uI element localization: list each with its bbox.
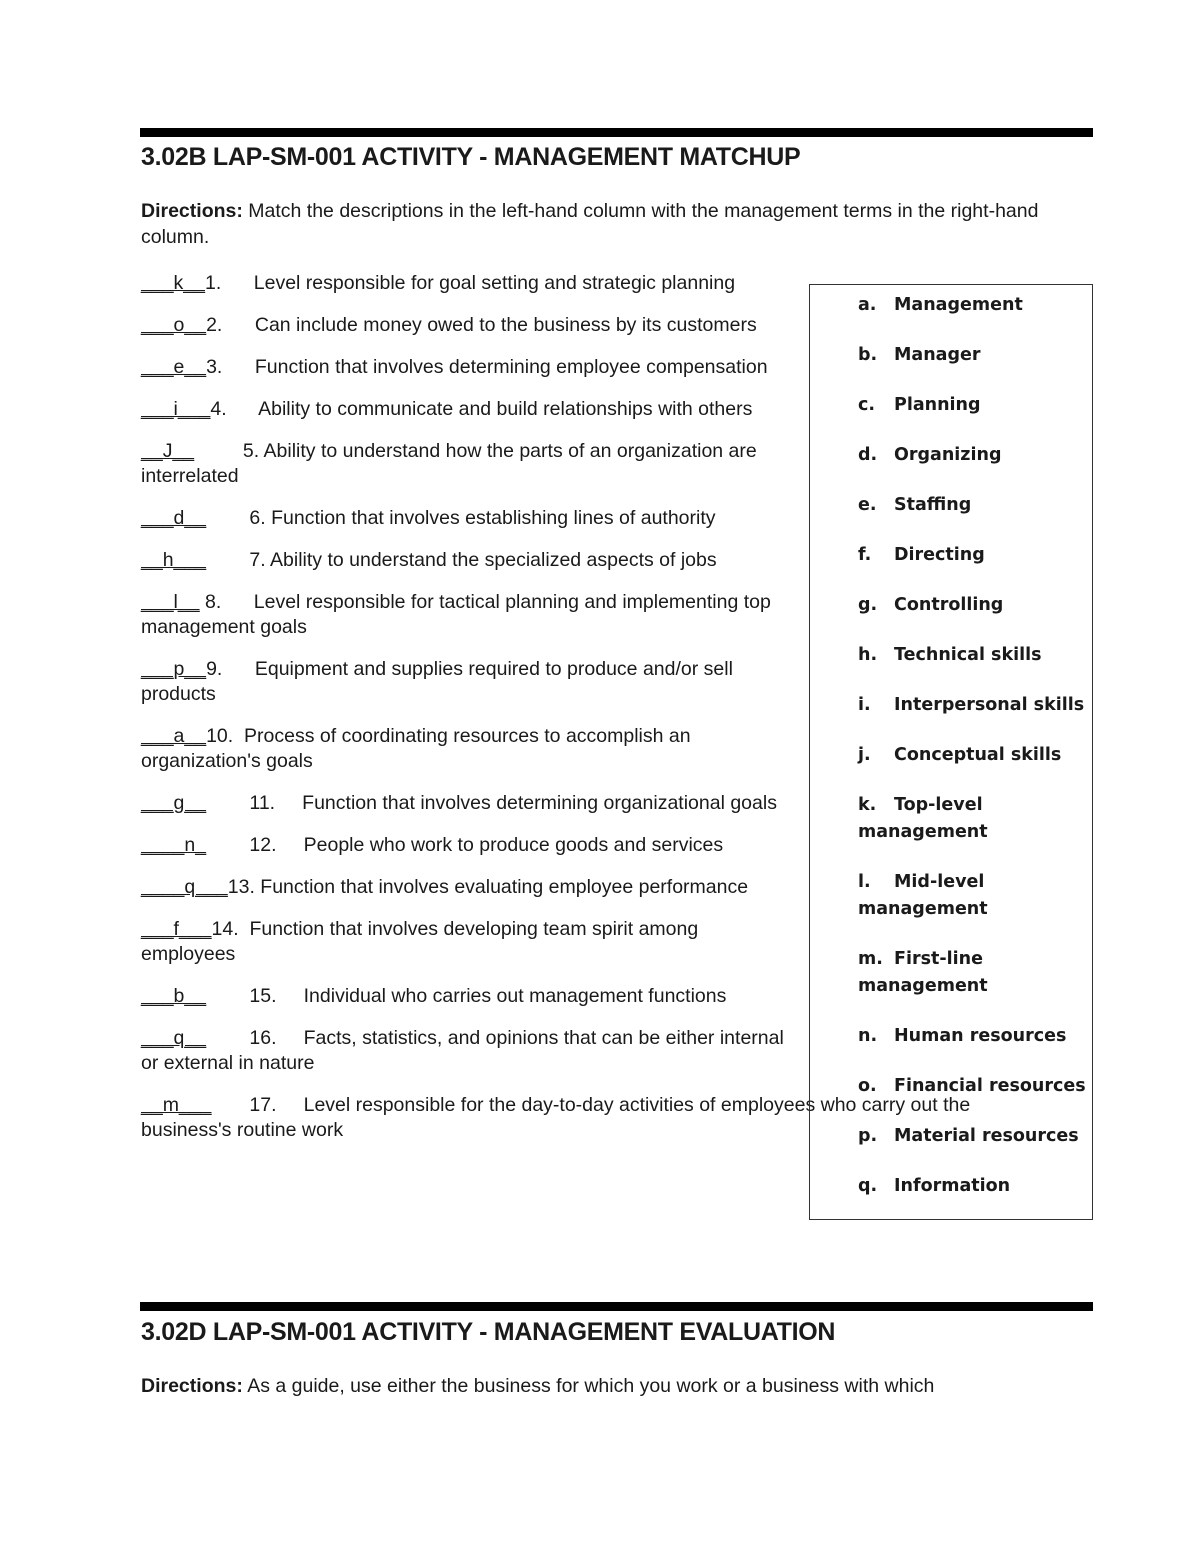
term-item — [858, 1173, 1088, 1223]
question-text: Function that involves evaluating employee performance — [260, 876, 749, 898]
term-letter: q. — [858, 1176, 878, 1196]
term-letter: b. — [858, 345, 878, 365]
section2-heading: 3.02D LAP-SM-001 ACTIVITY - MANAGEMENT EVALUATION — [141, 1318, 836, 1346]
term-item — [858, 742, 1088, 792]
question-number: 16. — [206, 1027, 304, 1049]
directions-label: Directions: — [141, 1375, 243, 1397]
question-text: Ability to understand how the parts of an organization are interrelated — [141, 440, 757, 487]
answer-blank[interactable]: ___l__ — [141, 591, 200, 613]
term-label: Planning — [894, 395, 981, 415]
question-number: 13. — [227, 876, 261, 898]
answer-blank[interactable]: __m___ — [141, 1094, 212, 1116]
answer-blank[interactable]: ___b__ — [141, 985, 207, 1007]
answer-blank[interactable]: ___p__ — [141, 658, 207, 680]
term-item — [858, 542, 1088, 592]
term-label: Organizing — [894, 445, 1002, 465]
question-number: 9. — [206, 658, 255, 680]
term-item — [858, 492, 1088, 542]
question-text: Process of coordinating resources to accomplish an organization's goals — [141, 725, 691, 772]
term-label: Conceptual skills — [894, 745, 1062, 765]
directions-text: Match the descriptions in the left-hand column with the management terms in the right-hand column. — [141, 200, 1039, 248]
answer-blank[interactable]: ___q__ — [141, 1027, 207, 1049]
section1-heading: 3.02B LAP-SM-001 ACTIVITY - MANAGEMENT MATCHUP — [141, 143, 801, 171]
question-number: 8. — [199, 591, 254, 613]
term-item — [858, 342, 1088, 392]
term-letter: o. — [858, 1076, 877, 1096]
question-item — [141, 657, 791, 707]
question-item — [141, 917, 791, 967]
answer-blank[interactable]: __J__ — [141, 440, 195, 462]
answer-blank[interactable]: ___a__ — [141, 725, 207, 747]
section1-directions — [141, 198, 1061, 250]
term-letter: m. — [858, 949, 883, 969]
question-item — [141, 875, 791, 900]
term-letter: p. — [858, 1126, 878, 1146]
middle-rule — [140, 1302, 1093, 1311]
term-letter: e. — [858, 495, 877, 515]
directions-text: As a guide, use either the business for which you work or a business with which — [242, 1375, 935, 1397]
term-item — [858, 1023, 1088, 1073]
answer-blank[interactable]: __h___ — [141, 549, 207, 571]
term-item — [858, 869, 1088, 946]
question-number: 12. — [206, 834, 304, 856]
term-label: Management — [894, 295, 1023, 315]
term-item — [858, 292, 1088, 342]
term-letter: n. — [858, 1026, 878, 1046]
question-number: 15. — [206, 985, 304, 1007]
question-text: Function that involves determining employee compensation — [254, 356, 768, 378]
question-item — [141, 833, 791, 858]
term-label: Financial resources — [894, 1076, 1086, 1096]
term-label: Human resources — [894, 1026, 1067, 1046]
terms-list — [858, 292, 1088, 1223]
question-text: Function that involves establishing lines of authority — [271, 507, 716, 529]
directions-label: Directions: — [141, 200, 243, 222]
question-number: 17. — [211, 1094, 304, 1116]
question-item — [141, 590, 791, 640]
question-item — [141, 548, 791, 573]
question-number: 10. — [206, 725, 245, 747]
term-label: Top-level management — [858, 795, 988, 842]
term-item — [858, 392, 1088, 442]
term-label: Interpersonal skills — [894, 695, 1085, 715]
answer-blank[interactable]: ___d__ — [141, 507, 207, 529]
question-number: 11. — [206, 792, 303, 814]
answer-blank[interactable]: ____q___ — [141, 876, 228, 898]
question-number: 6. — [206, 507, 272, 529]
question-number: 5. — [194, 440, 264, 462]
question-item — [141, 313, 791, 338]
question-item — [141, 397, 791, 422]
term-item — [858, 946, 1088, 1023]
term-label: Controlling — [894, 595, 1004, 615]
term-label: Information — [894, 1176, 1011, 1196]
term-item — [858, 1073, 1088, 1123]
question-item — [141, 984, 791, 1009]
question-item — [141, 724, 791, 774]
question-text: Function that involves determining organizational goals — [302, 792, 777, 814]
answer-blank[interactable]: ____n_ — [141, 834, 207, 856]
term-label: Technical skills — [894, 645, 1042, 665]
question-text: Facts, statistics, and opinions that can be either internal or external in nature — [141, 1027, 784, 1074]
term-item — [858, 442, 1088, 492]
question-item — [141, 355, 791, 380]
term-letter: f. — [858, 545, 872, 565]
term-item — [858, 792, 1088, 869]
question-item — [141, 506, 791, 531]
question-text: Level responsible for the day-to-day activities of employees who carry out the business's routine work — [141, 1094, 971, 1141]
term-label: First-line management — [858, 949, 988, 996]
term-letter: i. — [858, 695, 871, 715]
term-item — [858, 642, 1088, 692]
term-letter: c. — [858, 395, 876, 415]
term-label: Directing — [894, 545, 985, 565]
answer-blank[interactable]: ___f___ — [141, 918, 212, 940]
question-text: Level responsible for goal setting and strategic planning — [253, 272, 736, 294]
term-label: Staffing — [894, 495, 972, 515]
term-label: Manager — [894, 345, 981, 365]
term-letter: j. — [858, 745, 871, 765]
top-rule — [140, 128, 1093, 137]
term-item — [858, 692, 1088, 742]
question-item — [141, 1026, 791, 1076]
term-letter: d. — [858, 445, 878, 465]
term-letter: a. — [858, 295, 877, 315]
answer-blank[interactable]: ___e__ — [141, 356, 207, 378]
question-text: Individual who carries out management functions — [303, 985, 727, 1007]
question-number: 4. — [210, 398, 259, 420]
term-letter: g. — [858, 595, 878, 615]
term-letter: h. — [858, 645, 878, 665]
answer-blank[interactable]: ___g__ — [141, 792, 207, 814]
answer-blank[interactable]: ___k__ — [141, 272, 205, 294]
question-number: 1. — [204, 272, 254, 294]
question-number: 2. — [206, 314, 255, 336]
question-text: Equipment and supplies required to produce and/or sell products — [141, 658, 733, 705]
term-letter: l. — [858, 872, 871, 892]
question-number: 7. — [206, 549, 271, 571]
question-number: 3. — [206, 356, 255, 378]
question-text: Ability to understand the specialized aspects of jobs — [270, 549, 717, 571]
section2-directions — [141, 1373, 1061, 1399]
question-text: Can include money owed to the business by its customers — [254, 314, 757, 336]
term-label: Material resources — [894, 1126, 1079, 1146]
question-item — [141, 271, 791, 296]
question-text: Function that involves developing team spirit among employees — [141, 918, 699, 965]
answer-blank[interactable]: ___o__ — [141, 314, 207, 336]
question-text: Level responsible for tactical planning and implementing top management goals — [141, 591, 771, 638]
question-text: Ability to communicate and build relationships with others — [258, 398, 753, 420]
question-number: 14. — [211, 918, 250, 940]
question-text: People who work to produce goods and services — [303, 834, 724, 856]
answer-blank[interactable]: ___i___ — [141, 398, 211, 420]
term-item — [858, 1123, 1088, 1173]
question-item — [141, 439, 791, 489]
question-item — [141, 791, 791, 816]
term-label: Mid-level management — [858, 872, 988, 919]
term-item — [858, 592, 1088, 642]
term-letter: k. — [858, 795, 877, 815]
